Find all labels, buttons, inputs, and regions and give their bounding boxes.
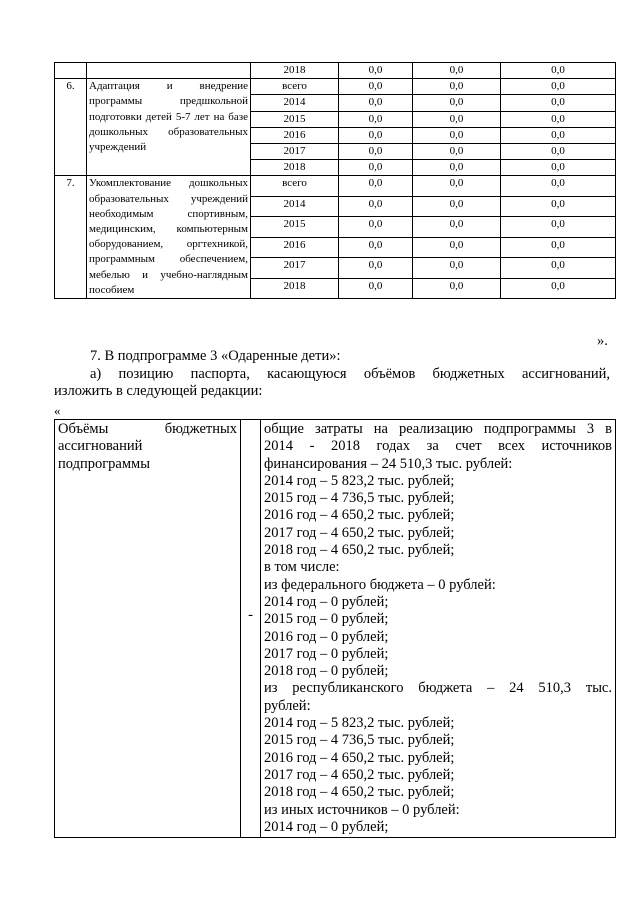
section-heading: 7. В подпрограмме 3 «Одаренные дети»: xyxy=(90,348,341,364)
year-cell: 2016 xyxy=(251,127,339,143)
passport-line: 2016 год – 4 650,2 тыс. рублей; xyxy=(264,749,455,766)
value-cell: 0,0 xyxy=(501,95,616,111)
passport-line: 2018 год – 4 650,2 тыс. рублей; xyxy=(264,784,455,801)
year-cell: 2015 xyxy=(251,111,339,127)
item-description-cell: Укомплектование дошкольных образовательных учреждений необходимым спортивным, медицинским, компьютерным оборудованием, оргтехникой, программным обеспечением, мебелью и учебно-наглядным пособием xyxy=(87,176,251,299)
passport-line: финансирования – 24 510,3 тыс. рублей: xyxy=(264,455,513,472)
closing-quote: ». xyxy=(597,333,608,349)
passport-dash: - xyxy=(248,606,253,623)
passport-line: 2014 год – 0 рублей; xyxy=(264,593,389,610)
item-description-cell xyxy=(87,63,251,79)
value-cell: 0,0 xyxy=(501,111,616,127)
value-cell: 0,0 xyxy=(413,258,501,278)
year-cell: 2017 xyxy=(251,258,339,278)
item-description-cell: Адаптация и внедрение программы предшкольной подготовки детей 5-7 лет на базе дошкольных образовательных учреждений xyxy=(87,79,251,176)
value-cell: 0,0 xyxy=(339,196,413,216)
passport-table xyxy=(54,419,616,838)
value-cell: 0,0 xyxy=(413,95,501,111)
value-cell: 0,0 xyxy=(339,111,413,127)
value-cell: 0,0 xyxy=(339,258,413,278)
passport-line: 2017 год – 4 650,2 тыс. рублей; xyxy=(264,524,455,541)
item-number-cell: 6. xyxy=(55,79,87,176)
value-cell: 0,0 xyxy=(501,258,616,278)
value-cell: 0,0 xyxy=(501,196,616,216)
value-cell: 0,0 xyxy=(339,160,413,176)
passport-line: 2017 год – 0 рублей; xyxy=(264,645,389,662)
value-cell: 0,0 xyxy=(501,127,616,143)
passport-line: 2014 - 2018 годах за счет всех источников xyxy=(264,438,612,455)
passport-line: 2016 год – 4 650,2 тыс. рублей; xyxy=(264,507,455,524)
passport-line: в том числе: xyxy=(264,559,340,576)
value-cell: 0,0 xyxy=(339,63,413,79)
passport-dash-cell xyxy=(241,420,261,838)
passport-line: общие затраты на реализацию подпрограммы 3 в xyxy=(264,421,612,437)
value-cell: 0,0 xyxy=(501,79,616,95)
paragraph-a-line1: а) позицию паспорта, касающуюся объёмов бюджетных ассигнований, xyxy=(90,366,610,382)
year-cell: 2017 xyxy=(251,144,339,160)
funding-table xyxy=(54,62,616,299)
passport-line: из республиканского бюджета – 24 510,3 тыс. xyxy=(264,680,612,697)
value-cell: 0,0 xyxy=(413,278,501,298)
year-cell: 2014 xyxy=(251,95,339,111)
value-cell: 0,0 xyxy=(501,278,616,298)
value-cell: 0,0 xyxy=(501,63,616,79)
value-cell: 0,0 xyxy=(339,79,413,95)
value-cell: 0,0 xyxy=(413,63,501,79)
passport-line: 2015 год – 4 736,5 тыс. рублей; xyxy=(264,732,455,749)
year-cell: 2018 xyxy=(251,160,339,176)
value-cell: 0,0 xyxy=(339,217,413,237)
passport-values-cell xyxy=(261,420,616,838)
value-cell: 0,0 xyxy=(413,237,501,257)
passport-line: из иных источников – 0 рублей: xyxy=(264,801,460,818)
passport-label-cell xyxy=(55,420,241,838)
value-cell: 0,0 xyxy=(413,79,501,95)
table-row xyxy=(55,63,616,79)
passport-line: 2015 год – 0 рублей; xyxy=(264,611,389,628)
value-cell: 0,0 xyxy=(339,278,413,298)
year-cell: всего xyxy=(251,176,339,196)
value-cell: 0,0 xyxy=(413,160,501,176)
passport-line: 2014 год – 5 823,2 тыс. рублей; xyxy=(264,715,455,732)
passport-label: Объёмы бюджетных ассигнований подпрограммы xyxy=(58,421,237,472)
passport-line: рублей: xyxy=(264,697,311,714)
year-cell: 2018 xyxy=(251,278,339,298)
paragraph-a-line2: изложить в следующей редакции: xyxy=(54,383,263,399)
year-cell: 2016 xyxy=(251,237,339,257)
passport-line: 2018 год – 0 рублей; xyxy=(264,663,389,680)
value-cell: 0,0 xyxy=(339,95,413,111)
year-cell: 2015 xyxy=(251,217,339,237)
value-cell: 0,0 xyxy=(501,160,616,176)
value-cell: 0,0 xyxy=(339,237,413,257)
item-number-cell xyxy=(55,63,87,79)
passport-line: 2018 год – 4 650,2 тыс. рублей; xyxy=(264,542,455,559)
value-cell: 0,0 xyxy=(501,176,616,196)
passport-line: 2016 год – 0 рублей; xyxy=(264,628,389,645)
value-cell: 0,0 xyxy=(413,127,501,143)
value-cell: 0,0 xyxy=(413,111,501,127)
value-cell: 0,0 xyxy=(339,176,413,196)
year-cell: 2014 xyxy=(251,196,339,216)
table-row xyxy=(55,79,616,95)
year-cell: 2018 xyxy=(251,63,339,79)
passport-line: 2017 год – 4 650,2 тыс. рублей; xyxy=(264,766,455,783)
value-cell: 0,0 xyxy=(413,196,501,216)
value-cell: 0,0 xyxy=(501,237,616,257)
opening-quote: « xyxy=(54,403,61,418)
value-cell: 0,0 xyxy=(413,217,501,237)
value-cell: 0,0 xyxy=(339,144,413,160)
passport-line: 2014 год – 5 823,2 тыс. рублей; xyxy=(264,472,455,489)
passport-line: 2015 год – 4 736,5 тыс. рублей; xyxy=(264,490,455,507)
item-number-cell: 7. xyxy=(55,176,87,299)
value-cell: 0,0 xyxy=(501,217,616,237)
passport-line: 2014 год – 0 рублей; xyxy=(264,818,389,835)
value-cell: 0,0 xyxy=(413,176,501,196)
value-cell: 0,0 xyxy=(339,127,413,143)
year-cell: всего xyxy=(251,79,339,95)
value-cell: 0,0 xyxy=(413,144,501,160)
passport-line: из федерального бюджета – 0 рублей: xyxy=(264,576,496,593)
value-cell: 0,0 xyxy=(501,144,616,160)
table-row xyxy=(55,176,616,196)
